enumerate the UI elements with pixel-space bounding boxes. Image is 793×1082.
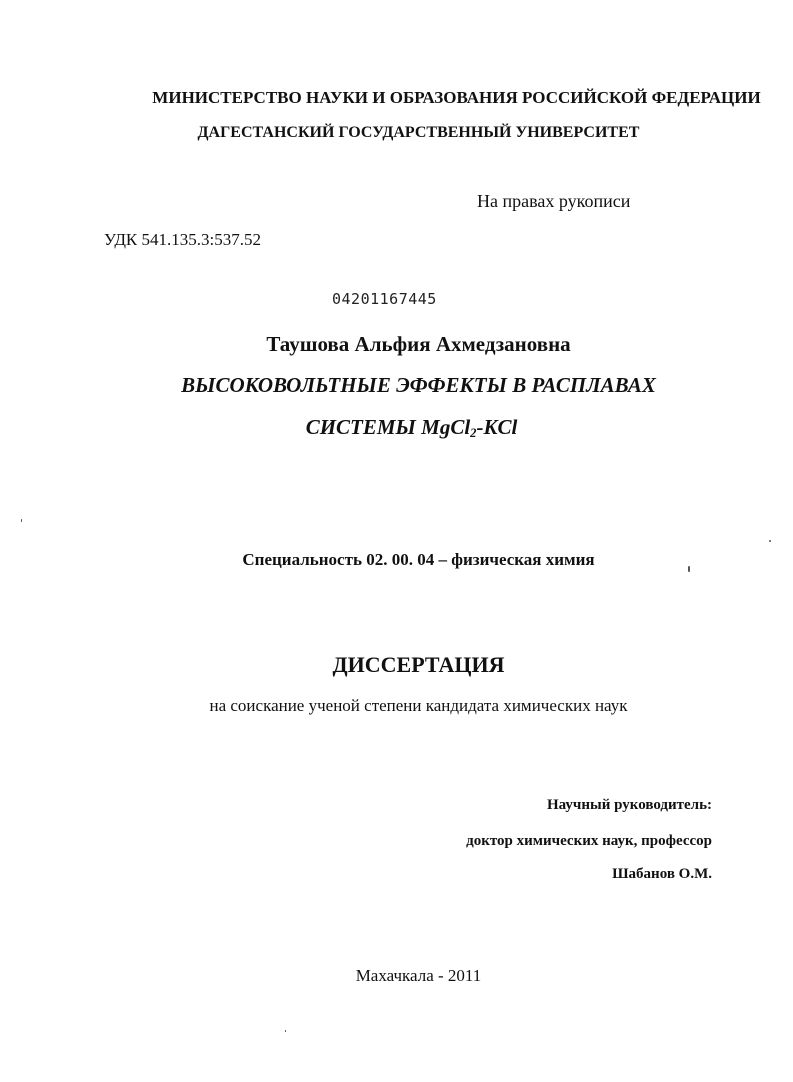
scan-speck <box>769 540 771 542</box>
advisor-label: Научный руководитель: <box>547 797 712 813</box>
author-name: Таушова Альфия Ахмедзановна <box>266 332 571 356</box>
university-heading: ДАГЕСТАНСКИЙ ГОСУДАРСТВЕННЫЙ УНИВЕРСИТЕТ <box>197 124 640 141</box>
city-year: Махачкала - 2011 <box>355 966 482 985</box>
manuscript-note: На правах рукописи <box>477 191 631 211</box>
specialty-line: Специальность 02. 00. 04 – физическая химия <box>242 550 595 569</box>
document-type-heading: ДИССЕРТАЦИЯ <box>332 652 505 677</box>
ministry-heading: МИНИСТЕРСТВО НАУКИ И ОБРАЗОВАНИЯ РОССИЙСКОЙ ФЕДЕРАЦИИ <box>152 88 761 107</box>
title-subscript: 2 <box>470 426 477 441</box>
advisor-name: Шабанов О.М. <box>612 866 712 882</box>
dissertation-title-line-1: ВЫСОКОВОЛЬТНЫЕ ЭФФЕКТЫ В РАСПЛАВАХ <box>181 373 656 397</box>
registration-number-stamp: 04201167445 <box>332 290 437 308</box>
scan-speck <box>688 566 690 572</box>
advisor-degree: доктор химических наук, профессор <box>466 833 712 849</box>
dissertation-title-line-2 <box>15 415 793 440</box>
title-line-2-suffix: -KCl <box>476 415 518 439</box>
title-line-2-prefix: СИСТЕМЫ MgCl <box>305 415 471 439</box>
udk-code: УДК 541.135.3:537.52 <box>104 230 261 249</box>
scan-speck <box>21 519 22 522</box>
scan-speck <box>285 1030 286 1032</box>
degree-line: на соискание ученой степени кандидата химических наук <box>209 696 628 715</box>
